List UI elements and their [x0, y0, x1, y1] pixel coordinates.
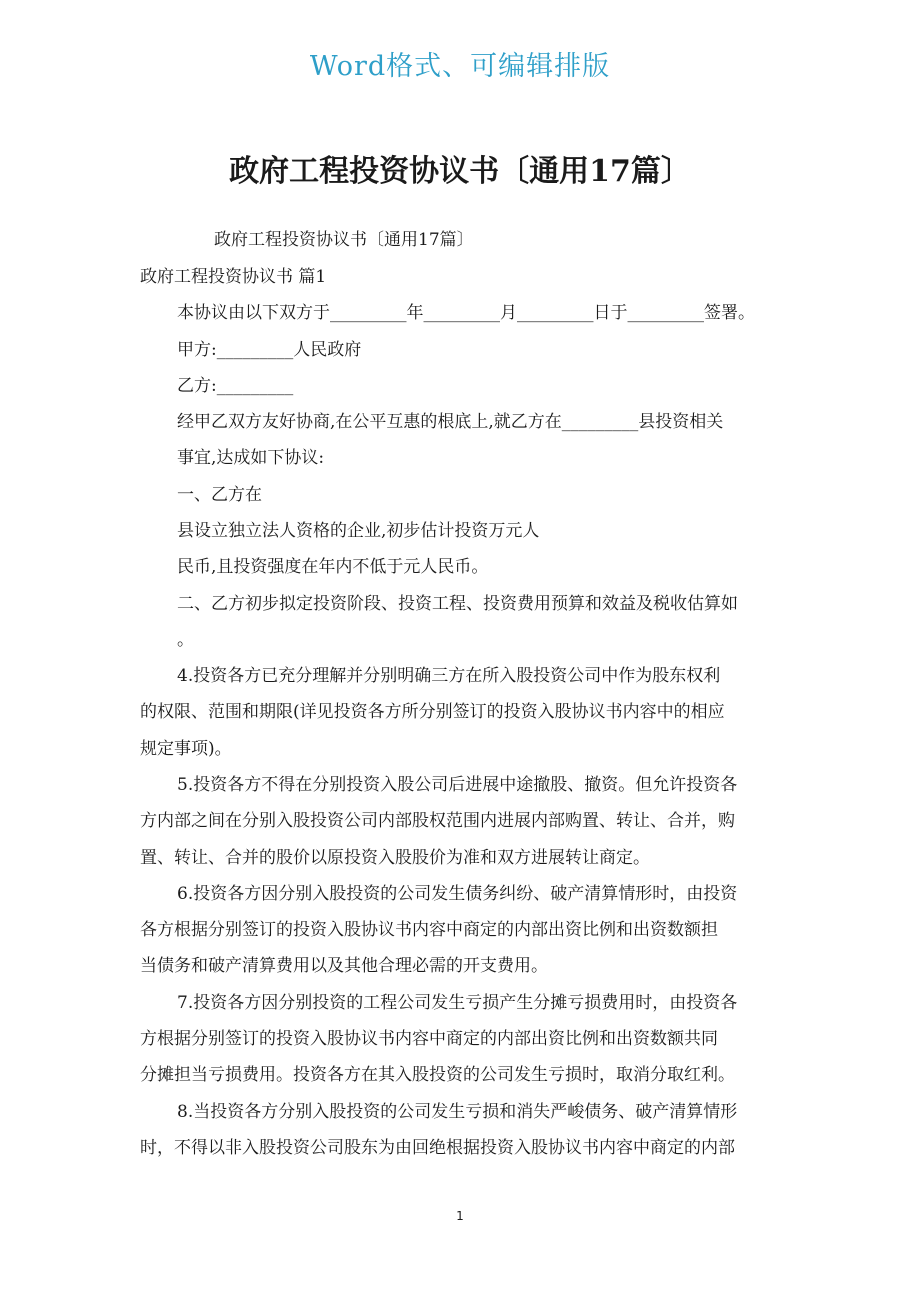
body-line: 规定事项)。	[140, 739, 232, 759]
body-line: 当债务和破产清算费用以及其他合理必需的开支费用。	[140, 956, 548, 976]
body-line: 乙方:_________	[177, 376, 294, 396]
body-line: 6.投资各方因分别入股投资的公司发生债务纠纷、破产清算情形时，由投资	[177, 884, 738, 904]
body-line: 方内部之间在分别入股投资公司内部股权范围内进展内部购置、转让、合并，购	[140, 811, 735, 831]
format-banner: Word格式、可编辑排版	[309, 51, 611, 82]
body-line: 的权限、范围和期限(详见投资各方所分别签订的投资入股协议书内容中的相应	[140, 702, 725, 722]
section-heading: 政府工程投资协议书 篇1	[140, 267, 327, 287]
body-line: 方根据分别签订的投资入股协议书内容中商定的内部出资比例和出资数额共同	[140, 1029, 718, 1049]
body-line: 7.投资各方因分别投资的工程公司发生亏损产生分摊亏损费用时，由投资各	[177, 993, 738, 1013]
body-line: 各方根据分别签订的投资入股协议书内容中商定的内部出资比例和出资数额担	[140, 920, 718, 940]
body-line: 5.投资各方不得在分别投资入股公司后进展中途撤股、撤资。但允许投资各	[177, 775, 738, 795]
body-line: 本协议由以下双方于_________年_________月_________日于_________签署。	[177, 303, 755, 323]
subtitle: 政府工程投资协议书〔通用17篇〕	[214, 230, 474, 250]
body-line: 民币,且投资强度在年内不低于元人民币。	[177, 557, 489, 577]
body-line: 时，不得以非入股投资公司股东为由回绝根据投资入股协议书内容中商定的内部	[140, 1138, 735, 1158]
body-line: 二、乙方初步拟定投资阶段、投资工程、投资费用预算和效益及税收估算如	[177, 594, 738, 614]
body-line: 甲方:_________人民政府	[177, 340, 362, 360]
body-line: 分摊担当亏损费用。投资各方在其入股投资的公司发生亏损时，取消分取红利。	[140, 1065, 735, 1085]
body-line: 一、乙方在	[177, 485, 262, 505]
body-line: 经甲乙双方友好协商,在公平互惠的根底上,就乙方在_________县投资相关	[177, 412, 724, 432]
body-line: 。	[177, 630, 194, 650]
body-line: 4.投资各方已充分理解并分别明确三方在所入股投资公司中作为股东权利	[177, 666, 721, 686]
body-line: 县设立独立法人资格的企业,初步估计投资万元人	[177, 521, 540, 541]
body-line: 8.当投资各方分别入股投资的公司发生亏损和消失严峻债务、破产清算情形	[177, 1102, 738, 1122]
body-line: 置、转让、合并的股价以原投资入股股价为准和双方进展转让商定。	[140, 848, 650, 868]
body-line: 事宜,达成如下协议:	[177, 448, 325, 468]
page-number: 1	[456, 1209, 464, 1223]
document-title: 政府工程投资协议书〔通用17篇〕	[229, 154, 691, 189]
